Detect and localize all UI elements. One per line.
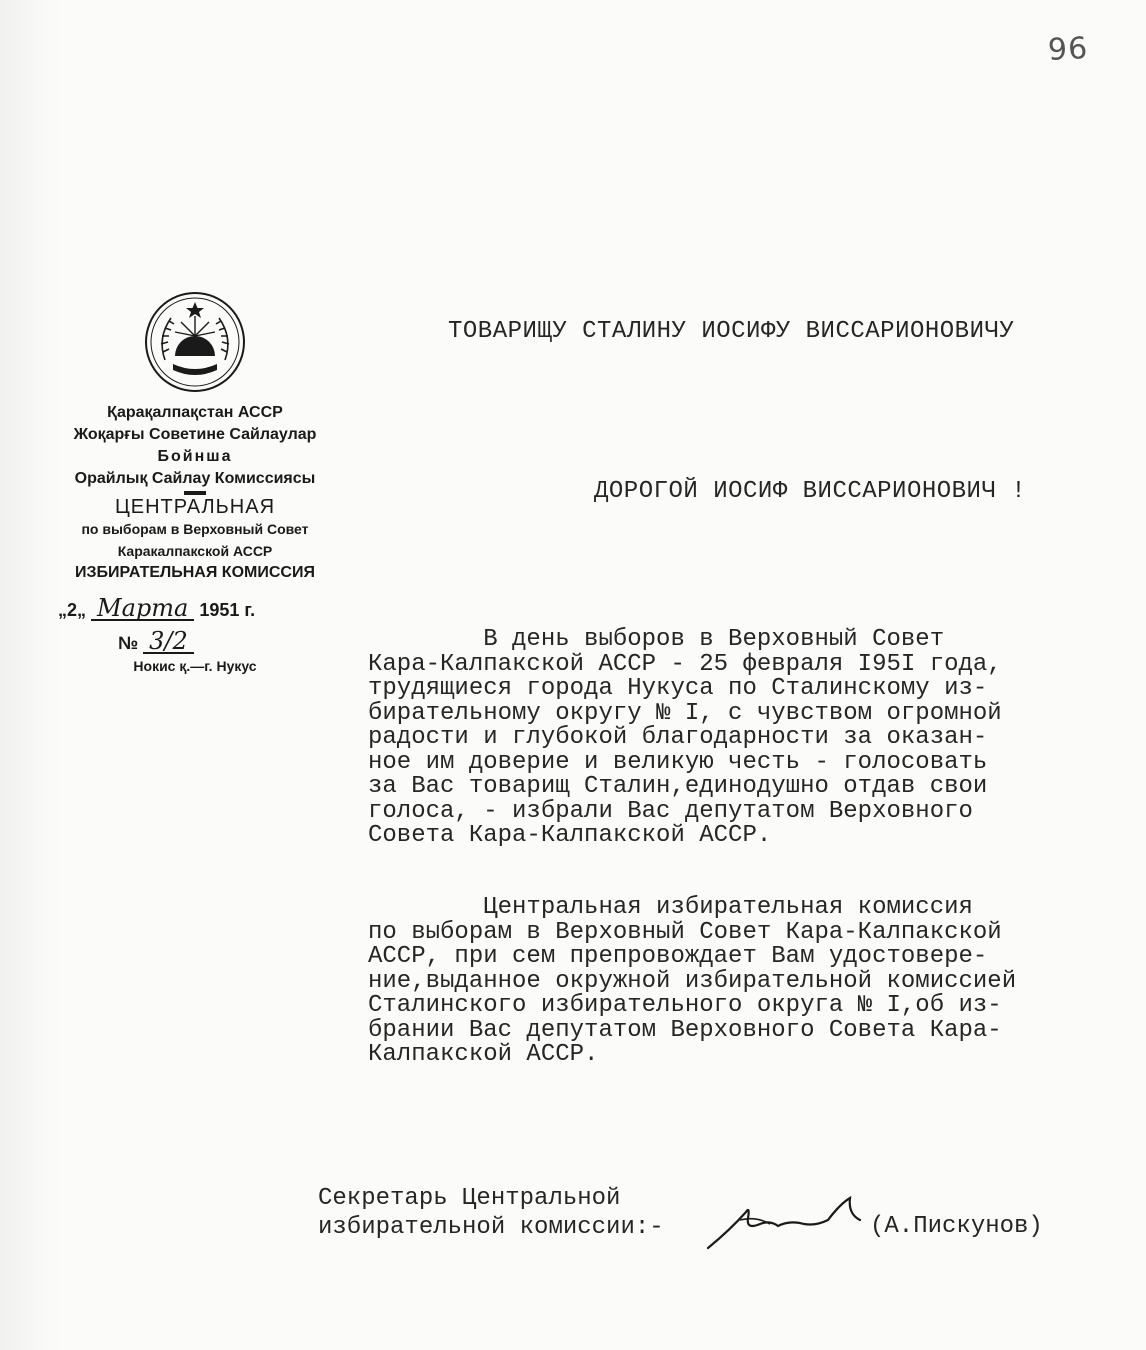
paragraph-2-line: АССР, при сем препровождает Вам удостовере- [368,943,988,970]
letterhead-line-6: по выборам в Верховный Совет [81,521,309,537]
letterhead-line-7: Каракалпакской АССР [117,543,273,559]
letterhead-city: Нокис қ.—г. Нукус [133,658,257,674]
paragraph-2-line: по выборам в Верховный Совет Кара-Калпакской [368,918,1002,946]
signature-title-line-1: Секретарь Центральной [318,1185,621,1212]
letterhead-stamp [40,290,350,674]
addressee: ТОВАРИЩУ СТАЛИНУ ИОСИФУ ВИССАРИОНОВИЧУ [448,318,1015,345]
paragraph-2-line: Сталинского избирательного округа № I,об из- [368,992,1002,1019]
handwritten-signature [700,1190,870,1260]
paragraph-1-line: Кара-Калпакской АССР - 25 февраля I95I года, [368,650,1002,678]
letterhead-line-8: ИЗБИРАТЕЛЬНАЯ КОМИССИЯ [75,564,315,581]
letter-number [40,627,350,655]
paragraph-2-line: брании Вас депутатом Верховного Совета Кара- [368,1016,1002,1044]
salutation: ДОРОГОЙ ИОСИФ ВИССАРИОНОВИЧ ! [594,478,1027,505]
paragraph-2 [368,896,1016,1068]
letterhead-divider [184,491,206,495]
archive-page-number: 96 [1047,30,1090,69]
paragraph-1-line: радости и глубокой благодарности за оказан- [368,724,988,751]
paragraph-1-line: голоса, - избрали Вас депутатом Верховного [368,797,973,825]
signature-title [318,1184,664,1242]
state-emblem-icon [143,290,247,394]
paragraph-1-line: ное им доверие и великую честь - голосовать [368,748,988,776]
paragraph-1-line: Совета Кара-Калпакской АССР. [368,822,772,849]
paragraph-1-line: трудящиеся города Нукуса по Сталинскому из- [368,675,988,702]
letterhead-line-4: Орайлық Сайлау Комиссиясы [74,470,316,487]
paragraph-1-line: бирательному округу № I, с чувством огромной [368,699,1002,727]
letterhead-line-2: Жоқарғы Советине Сайлаулар [73,426,317,443]
date-year: 1951 г. [199,600,256,620]
signature-title-line-2: избирательной комиссии:- [318,1214,664,1241]
paragraph-2-line: Калпакской АССР. [368,1041,599,1068]
letterhead-line-1: Қарақалпақстан АССР [107,404,283,421]
date-day: „2„ [58,600,87,620]
number-prefix: № [118,633,139,653]
letterhead-line-5: ЦЕНТРАЛЬНАЯ [114,496,276,518]
paragraph-1-line: за Вас товарищ Сталин,единодушно отдав свои [368,773,988,800]
date-month-handwritten: Марта [91,597,194,621]
paragraph-2-line: Центральная избирательная комиссия [368,894,973,921]
letterhead-line-3: Бойнша [157,448,233,465]
paragraph-1 [368,628,1002,849]
page-edge-shadow [0,0,62,1350]
signatory-name: (А.Пискунов) [870,1213,1043,1240]
paragraph-1-line: В день выборов в Верховный Совет [368,626,945,653]
number-handwritten: 3/2 [143,630,194,654]
paragraph-2-line: ние,выданное окружной избирательной комиссией [368,967,1017,995]
letter-date [40,596,350,624]
